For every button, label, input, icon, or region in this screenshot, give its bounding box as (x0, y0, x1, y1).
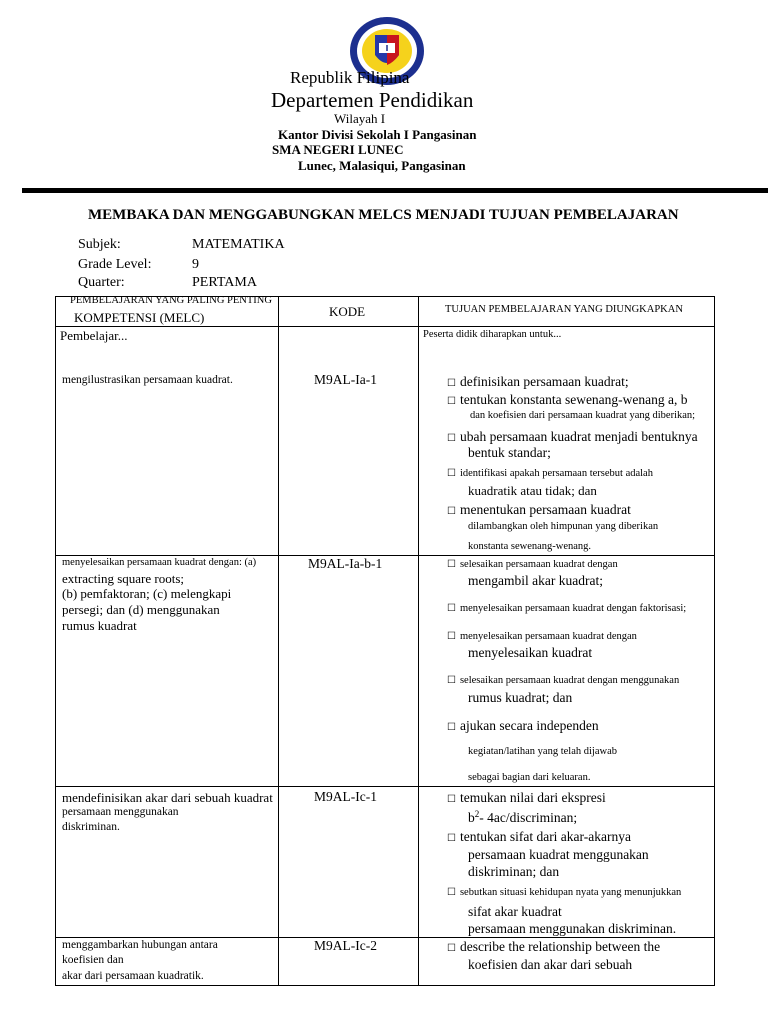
row4-code: M9AL-Ic-2 (314, 938, 377, 953)
column-divider-1 (278, 296, 279, 986)
row1-code: M9AL-Ia-1 (314, 372, 377, 387)
row2-obj-5c: sebagai bagian dari keluaran. (468, 772, 591, 783)
row3-code: M9AL-Ic-1 (314, 789, 377, 804)
row2-obj-1b: mengambil akar kuadrat; (468, 573, 603, 588)
row2-melc-3: (b) pemfaktoran; (c) melengkapi (62, 586, 232, 601)
school-name: SMA NEGERI LUNEC (272, 142, 404, 157)
row2-obj-3: ☐ menyelesaikan persamaan kuadrat dengan (447, 631, 637, 642)
row3-melc-2: persamaan menggunakan (62, 806, 179, 818)
document-title: MEMBAKA DAN MENGGABUNGKAN MELCS MENJADI TUJUAN PEMBELAJARAN (88, 207, 679, 223)
school-address: Lunec, Malasiqui, Pangasinan (298, 158, 466, 173)
row-divider-2 (55, 786, 715, 787)
row2-melc-1: menyelesaikan persamaan kuadrat dengan: (a) (62, 557, 257, 568)
row2-obj-2: ☐ menyelesaikan persamaan kuadrat dengan faktorisasi; (447, 603, 687, 614)
row4-melc-2: koefisien dan (62, 954, 124, 966)
division-label: Kantor Divisi Sekolah I Pangasinan (278, 127, 477, 142)
row4-melc-3: akar dari persamaan kuadratik. (62, 970, 204, 982)
row1-obj-3b: bentuk standar; (468, 445, 551, 460)
row2-obj-4: ☐ selesaikan persamaan kuadrat dengan menggunakan (447, 675, 680, 686)
row3-obj-1: ☐ temukan nilai dari ekspresi (447, 790, 606, 805)
row2-obj-5b: kegiatan/latihan yang telah dijawab (468, 746, 617, 757)
row1-obj-4b: kuadratik atau tidak; dan (468, 483, 597, 498)
row1-obj-2b: dan koefisien dari persamaan kuadrat yang diberikan; (470, 410, 696, 421)
row2-obj-5: ☐ ajukan secara independen (447, 718, 599, 733)
row1-obj-5b: dilambangkan oleh himpunan yang diberikan (468, 521, 659, 532)
row2-code: M9AL-Ia-b-1 (308, 556, 383, 571)
row4-obj-1: ☐ describe the relationship between the (447, 939, 661, 954)
row3-obj-3b: sifat akar kuadrat (468, 904, 562, 919)
subject-label: Subjek: (78, 237, 121, 252)
quarter-value: PERTAMA (192, 275, 257, 290)
row4-melc-1: menggambarkan hubungan antara (62, 939, 218, 951)
row1-obj-1: ☐ definisikan persamaan kuadrat; (447, 374, 629, 389)
row1-obj-2: ☐ tentukan konstanta sewenang-wenang a, b (447, 392, 688, 407)
row2-melc-4: persegi; dan (d) menggunakan (62, 602, 220, 617)
republic-label: Republik Filipina (290, 68, 410, 87)
row3-obj-1b: $b^2-$ 4ac/discriminan; (468, 809, 578, 825)
row3-melc-3: diskriminan. (62, 821, 120, 833)
row3-obj-2: ☐ tentukan sifat dari akar-akarnya (447, 829, 631, 844)
col1-header-bottom: KOMPETENSI (MELC) (74, 310, 205, 325)
subject-value: MATEMATIKA (192, 237, 285, 252)
intro-left: Pembelajar... (60, 328, 128, 343)
row3-obj-3: ☐ sebutkan situasi kehidupan nyata yang menunjukkan (447, 887, 682, 898)
row2-melc-2: extracting square roots; (62, 571, 185, 586)
row-divider-3 (55, 937, 715, 938)
row1-obj-5: ☐ menentukan persamaan kuadrat (447, 502, 631, 517)
grade-value: 9 (192, 257, 199, 272)
grade-label: Grade Level: (78, 257, 152, 272)
row3-obj-2c: diskriminan; dan (468, 864, 560, 879)
region-label: Wilayah I (334, 111, 386, 126)
col1-header-top: PEMBELAJARAN YANG PALING PENTING (70, 295, 272, 306)
col2-header: KODE (329, 304, 366, 319)
row2-obj-3b: menyelesaikan kuadrat (468, 645, 593, 660)
intro-right: Peserta didik diharapkan untuk... (423, 329, 562, 340)
row1-obj-4: ☐ identifikasi apakah persamaan tersebut adalah (447, 468, 653, 479)
row4-obj-1b: koefisien dan akar dari sebuah (468, 957, 633, 972)
row2-obj-1: ☐ selesaikan persamaan kuadrat dengan (447, 559, 618, 570)
col3-header: TUJUAN PEMBELAJARAN YANG DIUNGKAPKAN (445, 304, 683, 315)
row3-melc-1: mendefinisikan akar dari sebuah kuadrat (62, 790, 273, 805)
column-divider-2 (418, 296, 419, 986)
row2-obj-4b: rumus kuadrat; dan (468, 690, 573, 705)
header-row-divider (55, 326, 715, 327)
quarter-label: Quarter: (78, 275, 125, 290)
header-divider (22, 188, 768, 193)
row3-obj-3c: persamaan menggunakan diskriminan. (468, 921, 677, 936)
department-title: Departemen Pendidikan (271, 88, 474, 112)
row3-obj-2b: persamaan kuadrat menggunakan (468, 847, 649, 862)
row2-melc-5: rumus kuadrat (62, 618, 137, 633)
row1-obj-5c: konstanta sewenang-wenang. (468, 541, 592, 552)
row1-obj-3: ☐ ubah persamaan kuadrat menjadi bentuknya (447, 429, 698, 444)
row1-melc: mengilustrasikan persamaan kuadrat. (62, 374, 233, 386)
